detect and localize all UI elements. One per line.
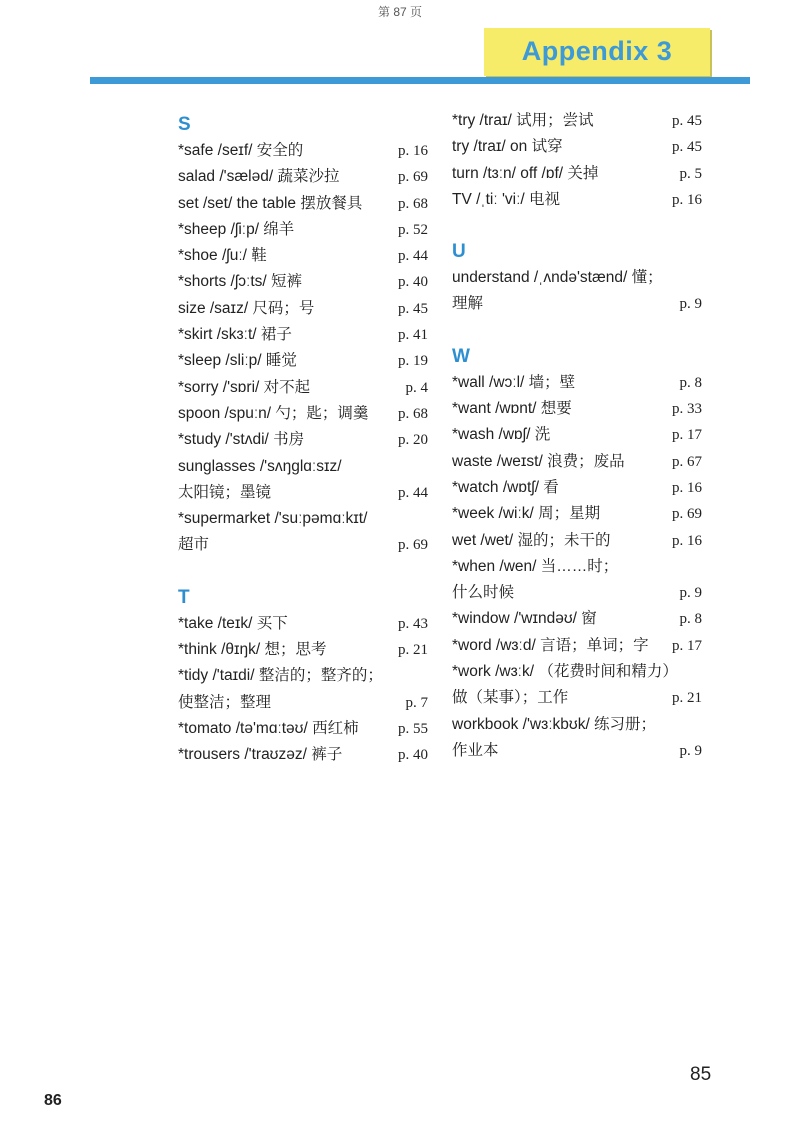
entry-word: *shoe /ʃuː/ 鞋 (178, 247, 267, 265)
entry-word: *try /traɪ/ 试用；尝试 (452, 112, 594, 129)
entry-word: *sheep /ʃiːp/ 绵羊 (178, 220, 295, 238)
page-label: 第 87 页 (377, 5, 423, 19)
entry-word: wet /wet/ 湿的；未干的 (452, 531, 611, 549)
section-t-continued-entries (452, 108, 702, 213)
glossary-entry (178, 716, 428, 742)
glossary-entry (452, 449, 702, 475)
glossary-entry (452, 606, 702, 632)
glossary-entry (452, 580, 702, 606)
glossary-entry (178, 348, 428, 374)
entry-word: TV /ˌtiː 'viː/ 电视 (452, 190, 561, 208)
glossary-entry (178, 138, 428, 164)
glossary-entry (452, 265, 702, 291)
section-u-entries (452, 265, 702, 318)
glossary-entry (452, 554, 702, 580)
entry-page-ref: p. 43 (398, 615, 428, 632)
entry-page-ref: p. 69 (398, 537, 428, 554)
left-column (178, 112, 428, 769)
glossary-entry (178, 269, 428, 295)
entry-page-ref: p. 19 (398, 353, 428, 370)
entry-word: *study /'stʌdi/ 书房 (178, 431, 305, 449)
entry-word: try /traɪ/ on 试穿 (452, 138, 563, 156)
left-page-number: 86 (44, 1092, 62, 1109)
glossary-entry (178, 663, 428, 689)
entry-word: workbook /'wɜːkbʊk/ 练习册； (452, 715, 657, 733)
entry-word: *week /wiːk/ 周；星期 (452, 505, 601, 523)
appendix-banner (484, 28, 710, 76)
entry-word: 做（某事）；工作 (452, 689, 569, 707)
entry-word: sunglasses /'sʌŋɡlɑːsɪz/ (178, 457, 342, 475)
entry-page-ref: p. 44 (398, 484, 428, 501)
glossary-entry (452, 396, 702, 422)
glossary-entry (178, 427, 428, 453)
entry-word: 理解 (452, 295, 484, 313)
entry-page-ref: p. 45 (672, 113, 702, 129)
entry-word: *work /wɜːk/ （花费时间和精力） (452, 663, 678, 681)
entry-page-ref: p. 16 (672, 532, 702, 549)
entry-page-ref: p. 69 (672, 506, 702, 523)
glossary-entry (452, 291, 702, 317)
entry-word: spoon /spuːn/ 勺；匙；调羹 (178, 404, 369, 422)
entry-page-ref: p. 9 (679, 742, 702, 759)
entry-word: *shorts /ʃɔːts/ 短裤 (178, 273, 303, 291)
entry-word: turn /tɜːn/ off /ɒf/ 关掉 (452, 164, 599, 182)
entry-word: *wash /wɒʃ/ 洗 (452, 426, 551, 444)
appendix-title: Appendix 3 (521, 36, 673, 66)
glossary-entry (452, 370, 702, 396)
glossary-entry (452, 475, 702, 501)
glossary-entry (452, 134, 702, 160)
entry-word: *trousers /'traʊzəz/ 裤子 (178, 746, 343, 764)
entry-word: *skirt /skɜːt/ 裙子 (178, 326, 292, 344)
entry-page-ref: p. 45 (672, 139, 702, 156)
entry-word: *want /wɒnt/ 想要 (452, 400, 572, 418)
glossary-entry (452, 685, 702, 711)
entry-word: *when /wen/ 当……时； (452, 557, 619, 575)
glossary-entry (452, 712, 702, 738)
glossary-entry (178, 217, 428, 243)
entry-page-ref: p. 8 (679, 611, 702, 628)
entry-page-ref: p. 9 (679, 296, 702, 313)
entry-page-ref: p. 16 (672, 191, 702, 208)
entry-page-ref: p. 41 (398, 327, 428, 344)
glossary-entry (452, 528, 702, 554)
glossary-entry (178, 637, 428, 663)
entry-page-ref: p. 16 (398, 143, 428, 159)
section-w-entries (452, 370, 702, 764)
section-letter-s: S (178, 114, 191, 135)
entry-page-ref: p. 21 (672, 690, 702, 707)
entry-page-ref: p. 17 (672, 427, 702, 444)
glossary-entry (178, 375, 428, 401)
entry-page-ref: p. 4 (405, 379, 428, 396)
entry-word: understand /ˌʌndə'stænd/ 懂； (452, 269, 663, 287)
header-divider (90, 77, 750, 84)
glossary-entry (452, 161, 702, 187)
entry-page-ref: p. 5 (679, 165, 702, 182)
glossary-entry (452, 501, 702, 527)
entry-word: 超市 (178, 536, 210, 554)
entry-page-ref: p. 67 (672, 453, 702, 470)
entry-page-ref: p. 68 (398, 405, 428, 422)
entry-page-ref: p. 69 (398, 169, 428, 186)
entry-word: *supermarket /'suːpəmɑːkɪt/ (178, 510, 368, 528)
right-column (452, 108, 702, 764)
entry-page-ref: p. 16 (672, 479, 702, 496)
entry-page-ref: p. 8 (679, 374, 702, 391)
entry-page-ref: p. 33 (672, 401, 702, 418)
entry-word: 使整洁；整理 (178, 693, 272, 711)
entry-word: *window /'wɪndəʊ/ 窗 (452, 610, 597, 628)
entry-word: 作业本 (452, 741, 499, 759)
entry-page-ref: p. 20 (398, 432, 428, 449)
glossary-entry (452, 108, 702, 134)
glossary-entry (178, 532, 428, 558)
entry-word: *watch /wɒtʃ/ 看 (452, 478, 559, 496)
entry-page-ref: p. 9 (679, 585, 702, 602)
glossary-entry (452, 633, 702, 659)
glossary-entry (178, 480, 428, 506)
entry-page-ref: p. 7 (405, 694, 428, 711)
glossary-entry (178, 164, 428, 190)
entry-page-ref: p. 40 (398, 274, 428, 291)
entry-word: 太阳镜；墨镜 (178, 483, 272, 501)
glossary-entry (452, 738, 702, 764)
glossary-entry (452, 187, 702, 213)
entry-page-ref: p. 21 (398, 642, 428, 659)
right-page-number: 85 (690, 1064, 712, 1085)
glossary-entry (178, 454, 428, 480)
entry-word: *tomato /tə'mɑːtəʊ/ 西红柿 (178, 719, 359, 737)
entry-word: *wall /wɔːl/ 墙；壁 (452, 373, 576, 391)
entry-page-ref: p. 40 (398, 747, 428, 764)
entry-word: *safe /seɪf/ 安全的 (178, 142, 304, 159)
entry-page-ref: p. 55 (398, 720, 428, 737)
glossary-entry (178, 611, 428, 637)
entry-page-ref: p. 68 (398, 195, 428, 212)
glossary-entry (178, 506, 428, 532)
entry-word: *sleep /sliːp/ 睡觉 (178, 352, 297, 370)
glossary-entry (178, 690, 428, 716)
section-s-entries (178, 138, 428, 559)
entry-word: *take /teɪk/ 买下 (178, 614, 288, 632)
section-t-entries (178, 611, 428, 769)
entry-word: *sorry /'sɒri/ 对不起 (178, 378, 311, 396)
entry-word: *tidy /'taɪdi/ 整洁的；整齐的； (178, 667, 383, 685)
glossary-entry (178, 322, 428, 348)
glossary-entry (178, 401, 428, 427)
entry-word: 什么时候 (452, 584, 515, 602)
glossary-entry (178, 742, 428, 768)
entry-word: *word /wɜːd/ 言语；单词；字 (452, 636, 649, 654)
section-letter-u: U (452, 241, 466, 263)
glossary-entry (178, 243, 428, 269)
entry-word: salad /'sæləd/ 蔬菜沙拉 (178, 168, 340, 186)
glossary-entry (452, 659, 702, 685)
entry-word: size /saɪz/ 尺码；号 (178, 299, 315, 317)
entry-page-ref: p. 17 (672, 637, 702, 654)
entry-page-ref: p. 44 (398, 248, 428, 265)
entry-word: *think /θɪŋk/ 想；思考 (178, 641, 327, 659)
section-letter-w: W (452, 345, 470, 367)
entry-word: set /set/ the table 摆放餐具 (178, 194, 363, 212)
section-letter-t: T (178, 586, 190, 608)
entry-word: waste /weɪst/ 浪费；废品 (452, 452, 625, 470)
glossary-entry (178, 296, 428, 322)
entry-page-ref: p. 45 (398, 300, 428, 317)
entry-page-ref: p. 52 (398, 221, 428, 238)
glossary-entry (178, 191, 428, 217)
glossary-entry (452, 422, 702, 448)
